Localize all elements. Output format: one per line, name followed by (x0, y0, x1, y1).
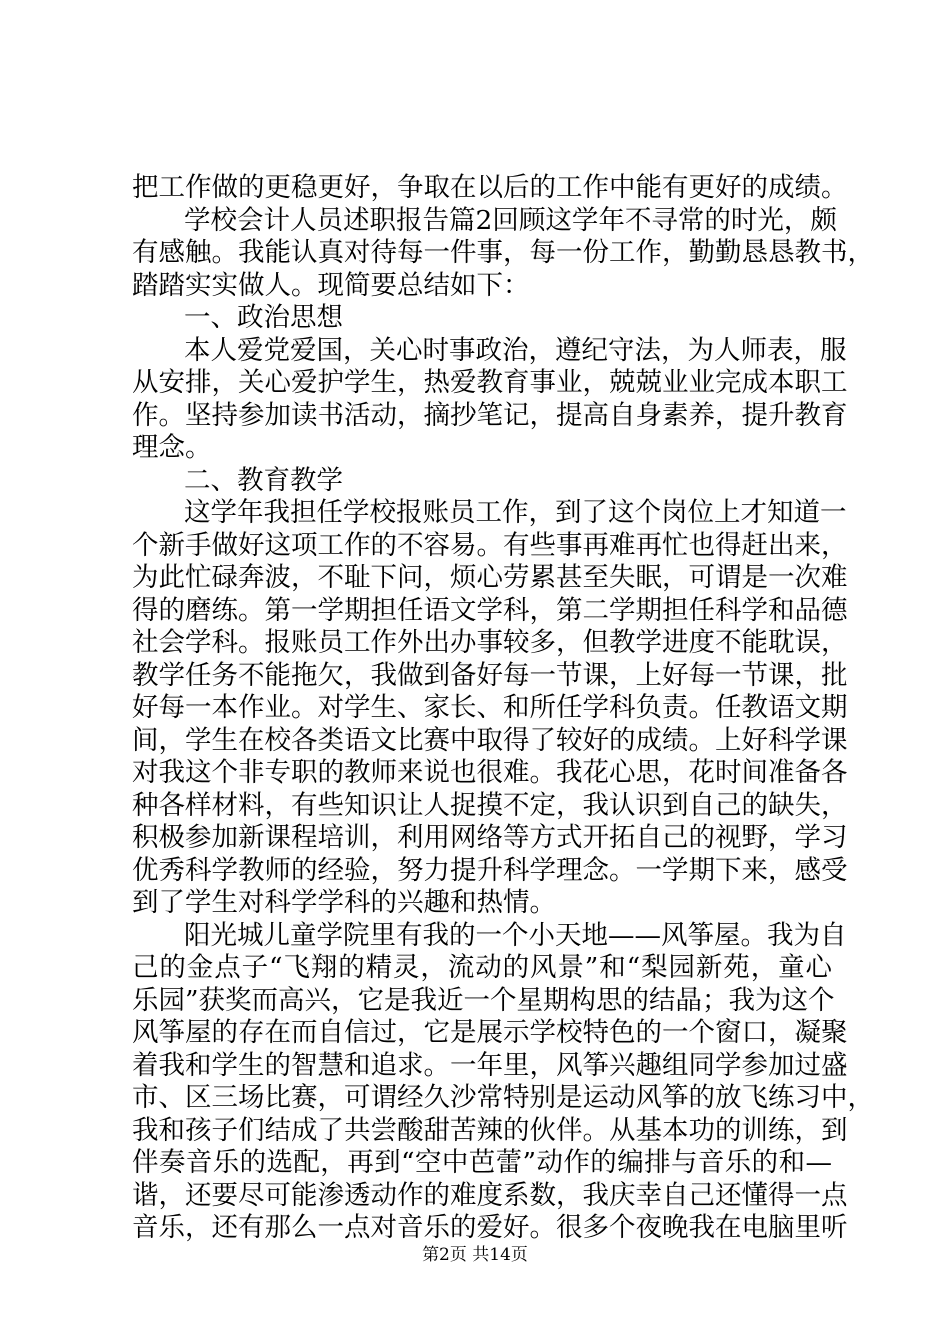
text-line: 优秀科学教师的经验，努力提升科学理念。一学期下来，感受 (132, 855, 848, 886)
text-line: 音乐，还有那么一点对音乐的爱好。很多个夜晚我在电脑里听 (132, 1212, 848, 1243)
paragraph-line: 阳光城儿童学院里有我的一个小天地——风筝屋。我为自 (184, 920, 847, 951)
paragraph-line: 这学年我担任学校报账员工作，到了这个岗位上才知道一 (184, 497, 847, 528)
text-line: 有感触。我能认真对待每一件事，每一份工作，勤勤恳恳教书， (132, 237, 874, 268)
page-number-footer: 第2页 共14页 (422, 1245, 528, 1265)
text-line: 作。坚持参加读书活动，摘抄笔记，提高自身素养，提升教育 (132, 400, 848, 431)
text-line: 己的金点子“飞翔的精灵，流动的风景”和“梨园新苑，童心 (132, 952, 832, 983)
text-line: 市、区三场比赛，可谓经久沙常特别是运动风筝的放飞练习中， (132, 1082, 874, 1113)
text-line: 风筝屋的存在而自信过，它是展示学校特色的一个窗口，凝聚 (132, 1017, 848, 1048)
text-line: 着我和学生的智慧和追求。一年里，风筝兴趣组同学参加过盛 (132, 1050, 848, 1081)
section-heading: 一、政治思想 (184, 302, 343, 333)
text-line: 踏踏实实做人。现简要总结如下： (132, 270, 530, 301)
text-line: 个新手做好这项工作的不容易。有些事再难再忙也得赶出来， (132, 530, 848, 561)
section-heading: 二、教育教学 (184, 465, 343, 496)
text-line: 从安排，关心爱护学生，热爱教育事业，兢兢业业完成本职工 (132, 367, 848, 398)
text-line: 教学任务不能拖欠，我做到备好每一节课，上好每一节课，批 (132, 660, 848, 691)
text-line: 得的磨练。第一学期担任语文学科，第二学期担任科学和品德 (132, 595, 848, 626)
text-line: 把工作做的更稳更好，争取在以后的工作中能有更好的成绩。 (132, 172, 848, 203)
text-line: 到了学生对科学学科的兴趣和热情。 (132, 887, 556, 918)
text-line: 为此忙碌奔波，不耻下问，烦心劳累甚至失眠，可谓是一次难 (132, 562, 848, 593)
text-line: 对我这个非专职的教师来说也很难。我花心思，花时间准备各 (132, 757, 848, 788)
text-line: 谐，还要尽可能渗透动作的难度系数，我庆幸自己还懂得一点 (132, 1180, 848, 1211)
text-line: 乐园”获奖而高兴，它是我近一个星期构思的结晶；我为这个 (132, 985, 835, 1016)
text-line: 种各样材料，有些知识让人捉摸不定，我认识到自己的缺失， (132, 790, 848, 821)
text-line: 伴奏音乐的选配，再到“空中芭蕾”动作的编排与音乐的和— (132, 1147, 832, 1178)
text-line: 积极参加新课程培训，利用网络等方式开拓自己的视野，学习 (132, 822, 848, 853)
text-line: 社会学科。报账员工作外出办事较多，但教学进度不能耽误， (132, 627, 848, 658)
text-line: 我和孩子们结成了共尝酸甜苦辣的伙伴。从基本功的训练，到 (132, 1115, 848, 1146)
text-line: 间，学生在校各类语文比赛中取得了较好的成绩。上好科学课 (132, 725, 848, 756)
text-line: 好每一本作业。对学生、家长、和所任学科负责。任教语文期 (132, 692, 848, 723)
paragraph-line: 本人爱党爱国，关心时事政治，遵纪守法，为人师表，服 (184, 335, 847, 366)
paragraph-line: 学校会计人员述职报告篇2回顾这学年不寻常的时光，颇 (184, 205, 837, 236)
text-line: 理念。 (132, 432, 212, 463)
